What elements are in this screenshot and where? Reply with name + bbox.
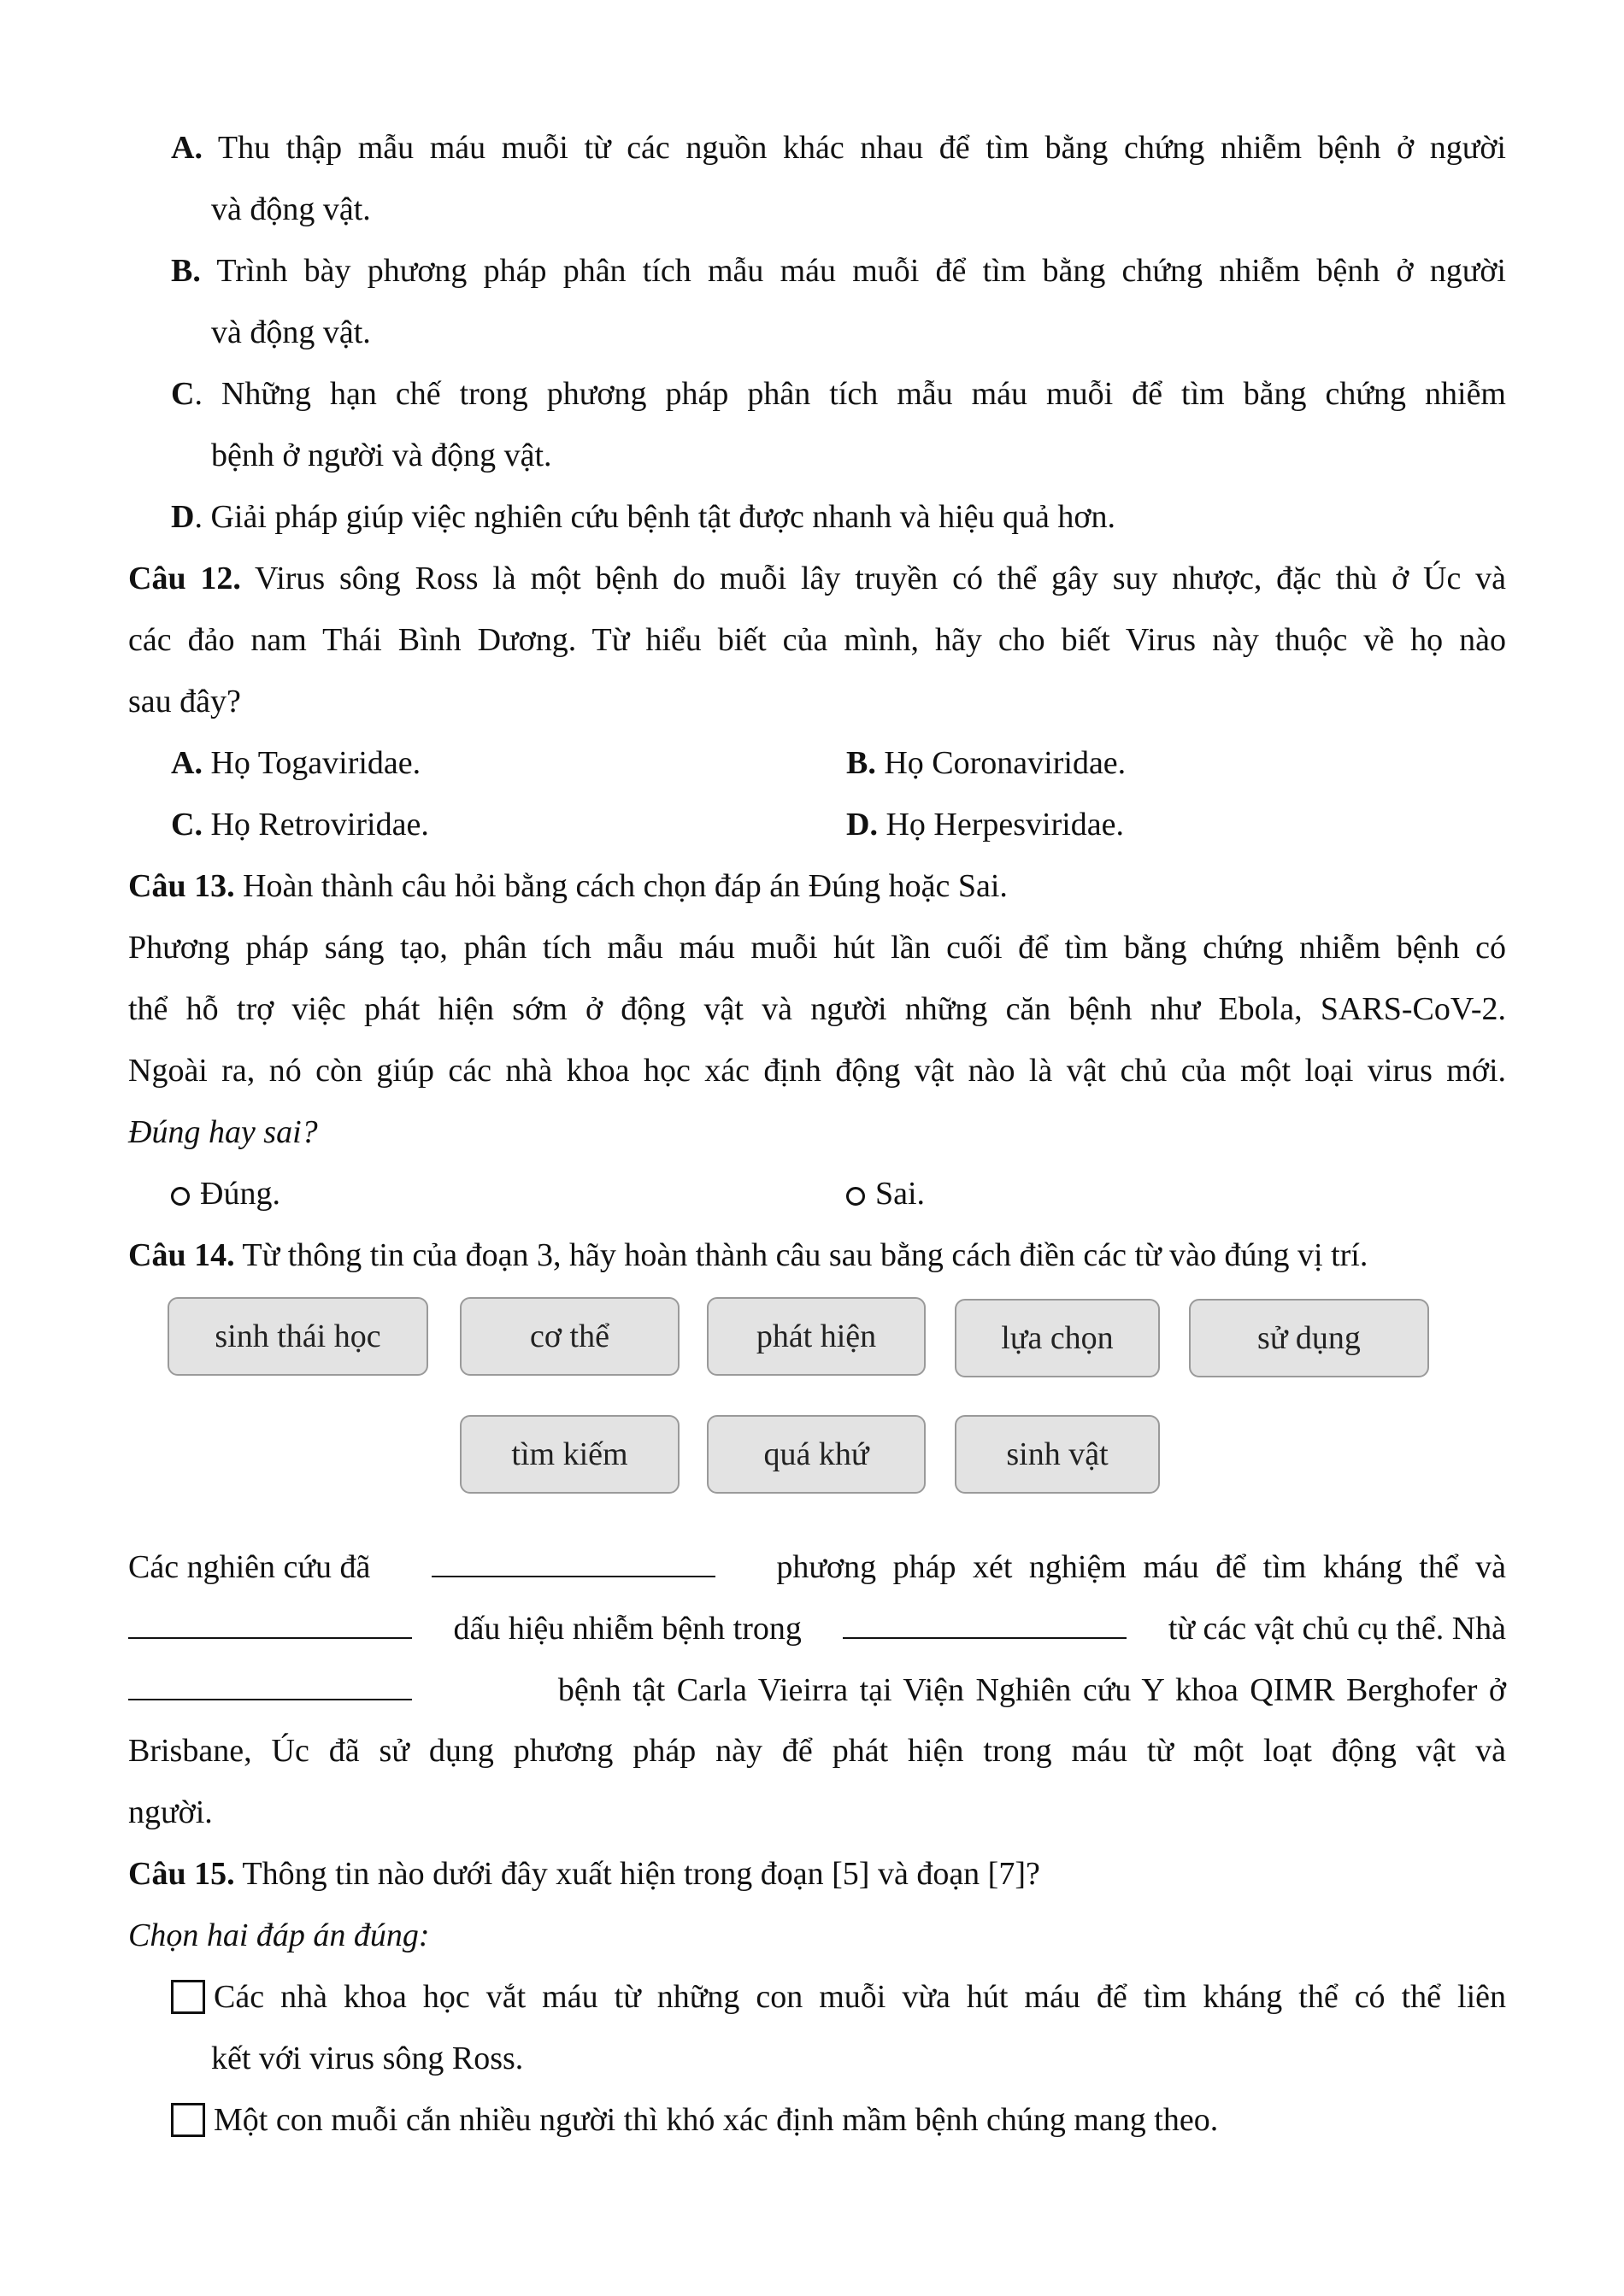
q15-prompt [128,1914,1506,1957]
q12-option-b [846,742,1126,784]
q12-option-c [171,803,1506,846]
q14-sentence-line5: người. [128,1794,213,1830]
q11-option-c [171,373,1506,415]
q15-option-1-text: Các nhà khoa học vắt máu từ những con muỗi vừa hút máu để tìm kháng thể có thể liên [214,1979,1506,2015]
q11-option-b [171,250,1506,292]
q15-option-1-cont: kết với virus sông Ross. [211,2041,524,2076]
q14-label: Câu 14. [128,1237,235,1273]
q14-text-part: Các nghiên cứu đã [128,1549,371,1585]
q13-label: Câu 13. [128,868,235,904]
q14-text-part: bệnh tật Carla Vieirra tại Viện Nghiên cứu Y khoa QIMR Berghofer ở [557,1672,1506,1708]
checkbox-1-icon[interactable] [171,1980,205,2014]
q12-label: Câu 12. [128,561,241,596]
checkbox-2-icon[interactable] [171,2103,205,2137]
word-chip[interactable]: lựa chọn [955,1299,1160,1377]
q13-title-text: Hoàn thành câu hỏi bằng cách chọn đáp án Đúng hoặc Sai. [243,868,1008,904]
q13-passage-line1: Phương pháp sáng tạo, phân tích mẫu máu muỗi hút lần cuối để tìm bằng chứng nhiễm bệnh có [128,930,1506,966]
q11-option-a-text: Thu thập mẫu máu muỗi từ các nguồn khác nhau để tìm bằng chứng nhiễm bệnh ở người [217,130,1506,166]
q11-option-c-cont: bệnh ở người và động vật. [211,437,552,473]
q12-option-b-letter: B. [846,745,876,781]
q12-stem-line2: các đảo nam Thái Bình Dương. Từ hiểu biết của mình, hãy cho biết Virus này thuộc về họ nào [128,622,1506,658]
word-chip[interactable]: phát hiện [707,1297,926,1376]
word-chip[interactable]: quá khứ [707,1415,926,1494]
blank-field-1[interactable] [432,1545,715,1577]
q11-option-c-letter: C [171,376,195,412]
q11-option-b-cont: và động vật. [211,314,371,350]
q12-option-c-letter: C. [171,807,203,843]
q14-sentence-line2 [128,1606,1506,1650]
q13-prompt [128,1111,1506,1154]
q12-option-c-text: Họ Retroviridae. [210,807,429,843]
q14-sentence-line1 [128,1545,1506,1588]
q13-title [128,865,1506,907]
q13-option-false-label: Sai. [875,1176,926,1212]
radio-true-icon[interactable] [171,1187,190,1206]
q15-label: Câu 15. [128,1856,235,1892]
q15-option-2-text: Một con muỗi cắn nhiều người thì khó xác định mầm bệnh chúng mang theo. [214,2102,1219,2138]
q12-stem-line3: sau đây? [128,684,241,719]
q13-option-true[interactable] [171,1172,1506,1215]
q15-title [128,1853,1506,1895]
q11-option-d [171,496,1506,538]
word-chip[interactable]: cơ thể [460,1297,680,1376]
q12-option-a-letter: A. [171,745,203,781]
q11-option-d-letter: D [171,499,195,535]
q11-option-c-text: . Những hạn chế trong phương pháp phân tích mẫu máu muỗi để tìm bằng chứng nhiễm [194,376,1506,412]
word-chip[interactable]: sử dụng [1189,1299,1429,1377]
q12-option-b-text: Họ Coronaviridae. [884,745,1127,781]
q15-title-text: Thông tin nào dưới đây xuất hiện trong đoạn [5] và đoạn [7]? [242,1856,1040,1892]
q12-stem-line1 [128,557,1506,600]
q12-option-a [171,742,1506,784]
blank-field-4[interactable] [128,1668,412,1700]
q11-option-a-cont: và động vật. [211,191,371,227]
word-chip[interactable]: sinh vật [955,1415,1160,1494]
q14-text-part: dấu hiệu nhiễm bệnh trong [453,1611,802,1647]
q12-stem-text: Virus sông Ross là một bệnh do muỗi lây truyền có thể gây suy nhược, đặc thù ở Úc và [255,561,1507,596]
q15-option-2[interactable] [171,2099,1506,2141]
q13-passage-line2: thể hỗ trợ việc phát hiện sớm ở động vật và người những căn bệnh như Ebola, SARS-CoV-2. [128,991,1506,1027]
q12-option-d-letter: D. [846,807,878,843]
q11-option-a-letter: A. [171,130,203,166]
q15-option-1[interactable] [171,1976,1506,2018]
q14-sentence-line3 [128,1668,1506,1712]
q13-option-false[interactable] [846,1172,925,1215]
q14-text-part: phương pháp xét nghiệm máu để tìm kháng thể và [776,1549,1506,1585]
blank-field-3[interactable] [843,1606,1127,1639]
q15-prompt-text: Chọn hai đáp án đúng: [128,1917,430,1953]
q12-option-d [846,803,1124,846]
q13-option-true-label: Đúng. [200,1176,280,1212]
q14-sentence-line4: Brisbane, Úc đã sử dụng phương pháp này để phát hiện trong máu từ một loạt động vật và [128,1733,1506,1769]
radio-false-icon[interactable] [846,1187,865,1206]
q12-option-a-text: Họ Togaviridae. [210,745,421,781]
q11-option-b-text: Trình bày phương pháp phân tích mẫu máu muỗi để tìm bằng chứng nhiễm bệnh ở người [216,253,1506,289]
q13-prompt-text: Đúng hay sai? [128,1114,318,1150]
q11-option-b-letter: B. [171,253,201,289]
word-chip[interactable]: tìm kiếm [460,1415,680,1494]
q14-text-part: từ các vật chủ cụ thể. Nhà [1168,1611,1506,1647]
q13-passage-line3: Ngoài ra, nó còn giúp các nhà khoa học xác định động vật nào là vật chủ của một loại virus mới. [128,1053,1506,1089]
blank-field-2[interactable] [128,1606,412,1639]
q14-title [128,1234,1506,1277]
q12-option-d-text: Họ Herpesviridae. [886,807,1125,843]
q11-option-a [171,126,1506,169]
q14-title-text: Từ thông tin của đoạn 3, hãy hoàn thành câu sau bằng cách điền các từ vào đúng vị trí. [242,1237,1368,1273]
word-chip[interactable]: sinh thái học [168,1297,428,1376]
q11-option-d-text: . Giải pháp giúp việc nghiên cứu bệnh tật được nhanh và hiệu quả hơn. [194,499,1115,535]
